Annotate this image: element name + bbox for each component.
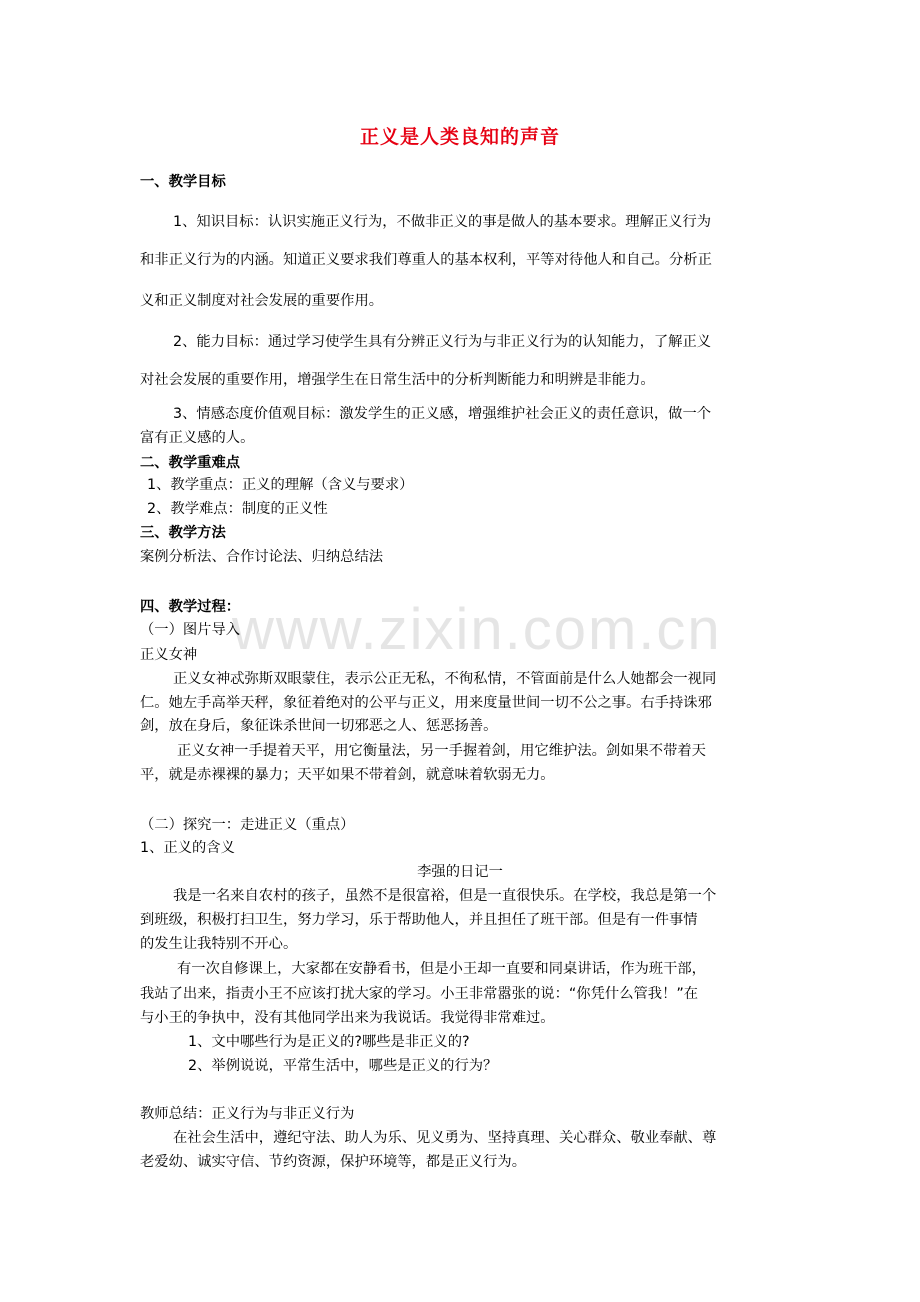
text-line: （二）探究一：走进正义（重点） bbox=[140, 817, 355, 833]
text-line: 2、能力目标：通过学习使学生具有分辨正义行为与非正义行为的认知能力，了解正义 bbox=[173, 334, 712, 350]
text-line: 在社会生活中，遵纪守法、助人为乐、见义勇为、坚持真理、关心群众、敬业奉献、尊 bbox=[173, 1130, 717, 1146]
section-heading: 二、教学重难点 bbox=[140, 455, 241, 471]
text-line: （一）图片导入 bbox=[140, 622, 241, 638]
text-line: 与小王的争执中，没有其他同学出来为我说话。我觉得非常难过。 bbox=[140, 1010, 555, 1026]
section-heading: 三、教学方法 bbox=[140, 525, 226, 541]
text-line: 李强的日记一 bbox=[417, 864, 503, 880]
text-line: 我是一名来自农村的孩子，虽然不是很富裕，但是一直很快乐。在学校，我总是第一个 bbox=[173, 888, 717, 904]
text-line: 有一次自修课上，大家都在安静看书，但是小王却一直要和同桌讲话，作为班干部， bbox=[177, 961, 706, 977]
text-line: 1、教学重点：正义的理解（含义与要求） bbox=[147, 477, 414, 493]
text-line: 正义女神一手提着天平，用它衡量法，另一手握着剑，用它维护法。剑如果不带着天 bbox=[177, 743, 706, 759]
text-line: 义和正义制度对社会发展的重要作用。 bbox=[140, 293, 384, 309]
section-heading: 四、教学过程： bbox=[140, 599, 241, 615]
page-title: 正义是人类良知的声音 bbox=[359, 126, 560, 148]
text-line: 剑，放在身后，象征诛杀世间一切邪恶之人、惩恶扬善。 bbox=[140, 718, 498, 734]
text-line: 3、情感态度价值观目标：激发学生的正义感，增强维护社会正义的责任意识，做一个 bbox=[173, 406, 712, 422]
text-line: 教师总结：正义行为与非正义行为 bbox=[140, 1106, 355, 1122]
text-line: 1、正义的含义 bbox=[140, 840, 235, 856]
text-line: 2、举例说说，平常生活中，哪些是正义的行为？ bbox=[188, 1058, 498, 1074]
text-line: 老爱幼、诚实守信、节约资源，保护环境等，都是正义行为。 bbox=[140, 1154, 527, 1170]
text-line: 正义女神忒弥斯双眼蒙住，表示公正无私，不徇私情，不管面前是什么人她都会一视同 bbox=[173, 671, 717, 687]
watermark: www.zixin.com.cn bbox=[232, 597, 722, 662]
text-line: 2、教学难点：制度的正义性 bbox=[147, 501, 328, 517]
text-line: 的发生让我特别不开心。 bbox=[140, 936, 298, 952]
text-line: 仁。她左手高举天秤，象征着绝对的公平与正义，用来度量世间一切不公之事。右手持诛邪 bbox=[140, 695, 712, 711]
text-line: 1、知识目标：认识实施正义行为，不做非正义的事是做人的基本要求。理解正义行为 bbox=[173, 214, 712, 230]
text-line: 和非正义行为的内涵。知道正义要求我们尊重人的基本权利，平等对待他人和自己。分析正 bbox=[140, 252, 712, 268]
text-line: 我站了出来，指责小王不应该打扰大家的学习。小王非常嚣张的说：“你凭什么管我！”在 bbox=[140, 986, 699, 1002]
text-line: 平，就是赤裸裸的暴力；天平如果不带着剑，就意味着软弱无力。 bbox=[140, 767, 555, 783]
text-line: 富有正义感的人。 bbox=[140, 430, 255, 446]
text-line: 对社会发展的重要作用，增强学生在日常生活中的分析判断能力和明辨是非能力。 bbox=[140, 372, 655, 388]
text-line: 1、文中哪些行为是正义的?哪些是非正义的? bbox=[188, 1034, 470, 1050]
section-heading: 一、教学目标 bbox=[140, 174, 226, 190]
text-line: 到班级，积极打扫卫生，努力学习，乐于帮助他人，并且担任了班干部。但是有一件事情 bbox=[140, 912, 698, 928]
text-line: 案例分析法、合作讨论法、归纳总结法 bbox=[140, 549, 384, 565]
text-line: 正义女神 bbox=[140, 647, 198, 663]
